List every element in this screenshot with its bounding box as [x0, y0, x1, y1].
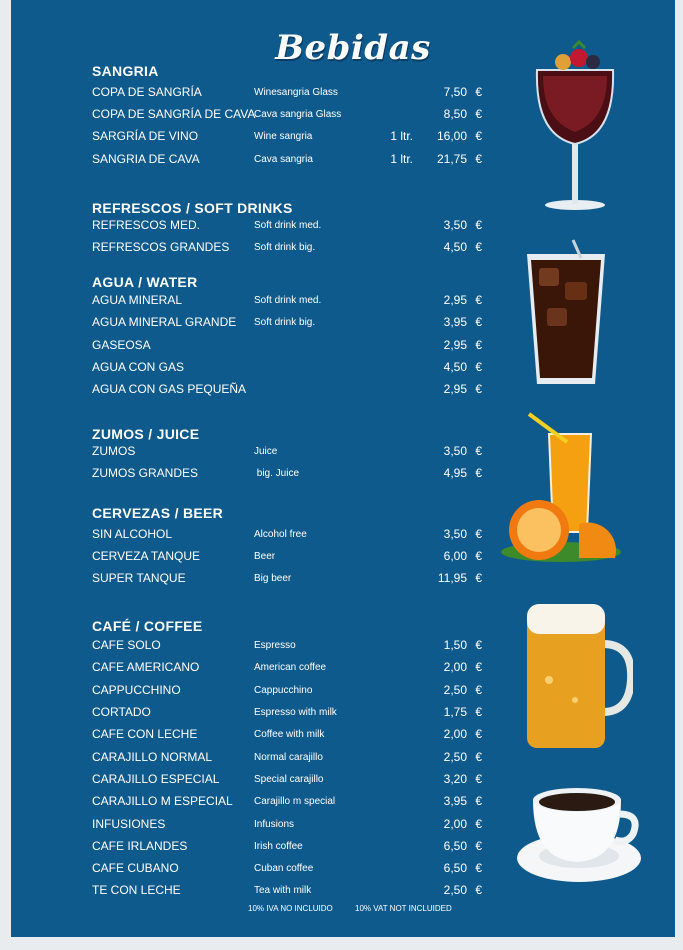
item-translation: Wine sangria: [254, 131, 313, 142]
menu-item: [92, 660, 482, 680]
item-translation: Soft drink big.: [254, 242, 316, 253]
menu-item: [92, 527, 482, 547]
menu-item: [92, 240, 482, 260]
menu-page: [11, 0, 675, 937]
item-price: 3,50: [443, 218, 467, 232]
item-name: SARGRÍA DE VINO: [92, 129, 199, 143]
menu-item: [92, 293, 482, 313]
item-price: 3,95: [443, 794, 467, 808]
item-translation: Alcohol free: [254, 529, 307, 540]
item-translation: Espresso with milk: [254, 707, 337, 718]
item-translation: Infusions: [254, 819, 295, 830]
item-price: 6,50: [443, 839, 467, 853]
item-currency: €: [475, 315, 482, 329]
item-currency: €: [475, 772, 482, 786]
item-translation: Soft drink med.: [254, 295, 322, 306]
item-translation: Cappucchino: [254, 685, 313, 696]
section-heading-beer: CERVEZAS / BEER: [92, 505, 224, 521]
menu-item: [92, 638, 482, 658]
item-price: 2,50: [443, 683, 467, 697]
item-currency: €: [475, 549, 482, 563]
item-currency: €: [475, 817, 482, 831]
item-translation: Winesangria Glass: [254, 87, 338, 98]
section-heading-coffee: CAFÉ / COFFEE: [92, 618, 203, 634]
menu-item: [92, 727, 482, 747]
item-name: COPA DE SANGRÍA DE CAVA: [92, 107, 256, 121]
item-price: 3,95: [443, 315, 467, 329]
item-name: AGUA CON GAS PEQUEÑA: [92, 382, 247, 396]
item-translation: Carajillo m special: [254, 796, 336, 807]
item-name: SANGRIA DE CAVA: [92, 152, 200, 166]
menu-item: [92, 152, 482, 172]
item-price: 6,00: [443, 549, 467, 563]
item-translation: Soft drink big.: [254, 317, 316, 328]
menu-item: [92, 839, 482, 859]
item-currency: €: [475, 85, 482, 99]
section-heading-juice: ZUMOS / JUICE: [92, 426, 200, 442]
item-name: ZUMOS GRANDES: [92, 466, 199, 480]
menu-item: [92, 382, 482, 402]
item-price: 1,50: [443, 638, 467, 652]
item-name: CAPPUCCHINO: [92, 683, 181, 697]
item-translation: Big beer: [254, 573, 292, 584]
item-price: 2,95: [443, 338, 467, 352]
item-name: AGUA MINERAL: [92, 293, 183, 307]
item-translation: Special carajillo: [254, 774, 324, 785]
item-currency: €: [475, 293, 482, 307]
tax-note-en: 10% VAT NOT INCLUIDED: [355, 904, 452, 913]
item-name: SUPER TANQUE: [92, 571, 186, 585]
item-currency: €: [475, 660, 482, 674]
item-unit: 1 ltr.: [390, 152, 413, 166]
item-price: 2,95: [443, 293, 467, 307]
item-price: 21,75: [436, 152, 467, 166]
beer-mug-image: [523, 600, 633, 750]
item-price: 3,50: [443, 527, 467, 541]
section-heading-sangria: SANGRIA: [92, 63, 159, 79]
menu-item: [92, 315, 482, 335]
menu-item: [92, 750, 482, 770]
menu-item: [92, 817, 482, 837]
item-price: 2,50: [443, 883, 467, 897]
item-translation: Tea with milk: [254, 885, 312, 896]
item-currency: €: [475, 883, 482, 897]
menu-item: [92, 883, 482, 903]
item-price: 16,00: [436, 129, 467, 143]
item-currency: €: [475, 382, 482, 396]
menu-item: [92, 683, 482, 703]
menu-item: [92, 360, 482, 380]
menu-item: [92, 705, 482, 725]
item-currency: €: [475, 218, 482, 232]
item-currency: €: [475, 683, 482, 697]
menu-item: [92, 794, 482, 814]
item-translation: Normal carajillo: [254, 752, 323, 763]
item-currency: €: [475, 129, 482, 143]
item-name: SIN ALCOHOL: [92, 527, 173, 541]
item-price: 2,00: [443, 817, 467, 831]
tax-notes: [248, 904, 472, 913]
item-name: TE CON LECHE: [92, 883, 181, 897]
menu-title: Bebidas: [275, 28, 431, 68]
item-price: 11,95: [437, 571, 467, 585]
item-name: CARAJILLO NORMAL: [92, 750, 213, 764]
menu-item: [92, 549, 482, 569]
coffee-cup-image: [515, 778, 645, 888]
menu-item: [92, 861, 482, 881]
item-currency: €: [475, 466, 482, 480]
menu-item: [92, 772, 482, 792]
item-name: CAFE AMERICANO: [92, 660, 200, 674]
section-heading-water: AGUA / WATER: [92, 274, 198, 290]
item-translation: American coffee: [254, 662, 327, 673]
item-currency: €: [475, 750, 482, 764]
item-name: REFRESCOS GRANDES: [92, 240, 230, 254]
item-translation: Coffee with milk: [254, 729, 325, 740]
item-name: INFUSIONES: [92, 817, 166, 831]
menu-item: [92, 466, 482, 486]
item-translation: Juice: [254, 446, 278, 457]
item-currency: €: [475, 571, 482, 585]
item-name: GASEOSA: [92, 338, 151, 352]
item-name: CAFE CUBANO: [92, 861, 179, 875]
item-currency: €: [475, 705, 482, 719]
item-currency: €: [475, 152, 482, 166]
menu-item: [92, 85, 482, 105]
item-currency: €: [475, 527, 482, 541]
soft-drink-glass-image: [523, 238, 609, 388]
item-name: CARAJILLO M ESPECIAL: [92, 794, 233, 808]
orange-juice-image: [495, 412, 627, 570]
item-price: 3,50: [443, 444, 467, 458]
menu-item: [92, 444, 482, 464]
item-price: 4,50: [443, 240, 467, 254]
item-price: 4,50: [443, 360, 467, 374]
item-price: 2,00: [443, 727, 467, 741]
item-price: 2,00: [443, 660, 467, 674]
item-price: 2,95: [443, 382, 467, 396]
item-name: CAFE SOLO: [92, 638, 161, 652]
item-currency: €: [475, 360, 482, 374]
item-price: 2,50: [443, 750, 467, 764]
tax-note-es: 10% IVA NO INCLUIDO: [248, 904, 333, 913]
item-currency: €: [475, 794, 482, 808]
item-currency: €: [475, 638, 482, 652]
item-price: 3,20: [443, 772, 467, 786]
item-currency: €: [475, 444, 482, 458]
item-translation: Soft drink med.: [254, 220, 322, 231]
menu-item: [92, 129, 482, 149]
item-currency: €: [475, 861, 482, 875]
item-currency: €: [475, 338, 482, 352]
item-name: CAFE IRLANDES: [92, 839, 188, 853]
item-unit: 1 ltr.: [390, 129, 413, 143]
item-name: AGUA CON GAS: [92, 360, 185, 374]
item-name: ZUMOS: [92, 444, 136, 458]
item-translation: Cava sangria: [254, 154, 313, 165]
item-price: 8,50: [443, 107, 467, 121]
item-name: COPA DE SANGRÍA: [92, 85, 202, 99]
item-price: 4,95: [443, 466, 467, 480]
sangria-glass-image: [529, 40, 621, 212]
item-price: 7,50: [443, 85, 467, 99]
item-currency: €: [475, 839, 482, 853]
menu-item: [92, 338, 482, 358]
item-translation: Espresso: [254, 640, 296, 651]
item-name: CARAJILLO ESPECIAL: [92, 772, 220, 786]
item-name: AGUA MINERAL GRANDE: [92, 315, 237, 329]
item-price: 6,50: [443, 861, 467, 875]
item-currency: €: [475, 240, 482, 254]
item-name: CORTADO: [92, 705, 151, 719]
menu-item: [92, 571, 482, 591]
menu-item: [92, 107, 482, 127]
item-translation: Beer: [254, 551, 276, 562]
item-currency: €: [475, 727, 482, 741]
item-translation: big. Juice: [254, 468, 300, 479]
item-translation: Irish coffee: [254, 841, 303, 852]
section-heading-soft-drinks: REFRESCOS / SOFT DRINKS: [92, 200, 293, 216]
item-translation: Cuban coffee: [254, 863, 314, 874]
item-price: 1,75: [443, 705, 467, 719]
item-currency: €: [475, 107, 482, 121]
item-name: CAFE CON LECHE: [92, 727, 198, 741]
item-name: REFRESCOS MED.: [92, 218, 201, 232]
menu-item: [92, 218, 482, 238]
item-name: CERVEZA TANQUE: [92, 549, 201, 563]
item-translation: Cava sangria Glass: [254, 109, 342, 120]
